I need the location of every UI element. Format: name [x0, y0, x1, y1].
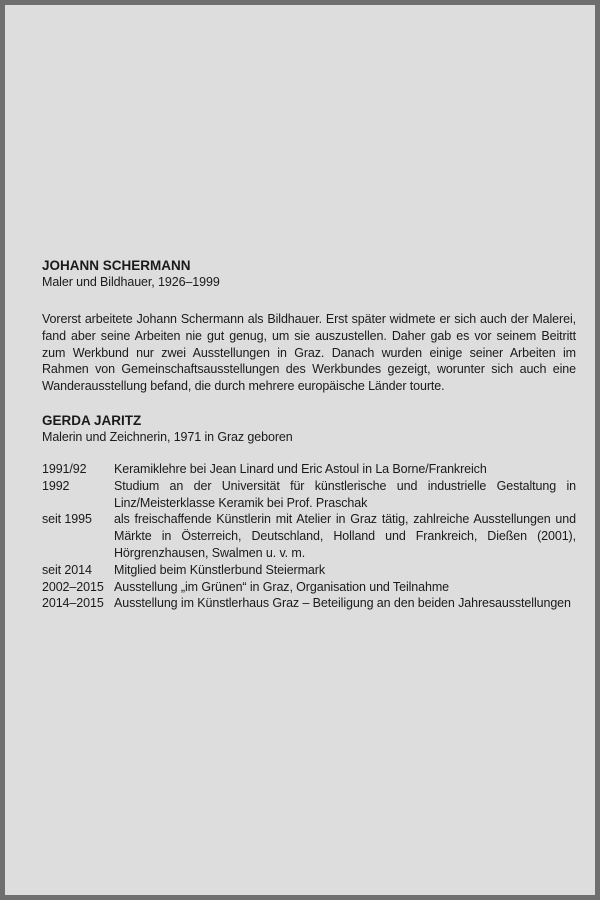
timeline-date: 2014–2015 [42, 596, 104, 611]
person-name: JOHANN SCHERMANN [42, 258, 191, 273]
timeline-row [42, 478, 576, 512]
timeline-date: seit 2014 [42, 562, 92, 577]
page-content [42, 257, 576, 612]
timeline-row [42, 461, 576, 478]
timeline-date: 1991/92 [42, 461, 87, 476]
timeline-row [42, 579, 576, 596]
timeline-description: Keramiklehre bei Jean Linard und Eric Astoul in La Borne/Frankreich [114, 461, 487, 476]
person-subtitle: Maler und Bildhauer, 1926–1999 [42, 275, 220, 289]
timeline-date: 2002–2015 [42, 579, 104, 594]
bio-section-johann-schermann [42, 257, 576, 395]
timeline-row [42, 562, 576, 579]
document-page [5, 5, 595, 895]
bio-paragraph: Vorerst arbeitete Johann Schermann als Bildhauer. Erst später widmete er sich auch der Malerei, fand aber seine Arbeiten nie gut genug, um sie auszustellen. Daher gab es vor seinem Beitritt zum Werkbund nur zwei Ausstellungen in Graz. Danach wurden einige seiner Arbeiten im Rahmen von Gemeinschaftsausstellungen des Werkbundes gezeigt, worunter sich auch eine Wanderausstellung befand, die durch mehrere europäische Länder tourte. [42, 312, 576, 394]
timeline-description: Ausstellung „im Grünen“ in Graz, Organisation und Teilnahme [114, 579, 450, 594]
bio-section-gerda-jaritz [42, 412, 576, 612]
person-name: GERDA JARITZ [42, 412, 142, 428]
person-subtitle: Malerin und Zeichnerin, 1971 in Graz geboren [42, 429, 293, 444]
timeline-date: 1992 [42, 478, 70, 493]
timeline-description: als freischaffende Künstlerin mit Atelier in Graz tätig, zahlreiche Ausstellungen und Märkte in Österreich, Deutschland, Holland und Frankreich, Dießen (2001), Hörgrenzhausen, Swalmen u. v. m. [114, 512, 576, 560]
timeline-description: Mitglied beim Künstlerbund Steiermark [114, 562, 325, 577]
timeline-description: Ausstellung im Künstlerhaus Graz – Beteiligung an den beiden Jahresausstellungen [114, 596, 571, 611]
timeline-row [42, 595, 576, 612]
timeline [42, 461, 576, 612]
timeline-description: Studium an der Universität für künstlerische und industrielle Gestaltung in Linz/Meisterklasse Keramik bei Prof. Praschak [114, 478, 576, 510]
timeline-date: seit 1995 [42, 512, 92, 527]
timeline-row [42, 511, 576, 561]
